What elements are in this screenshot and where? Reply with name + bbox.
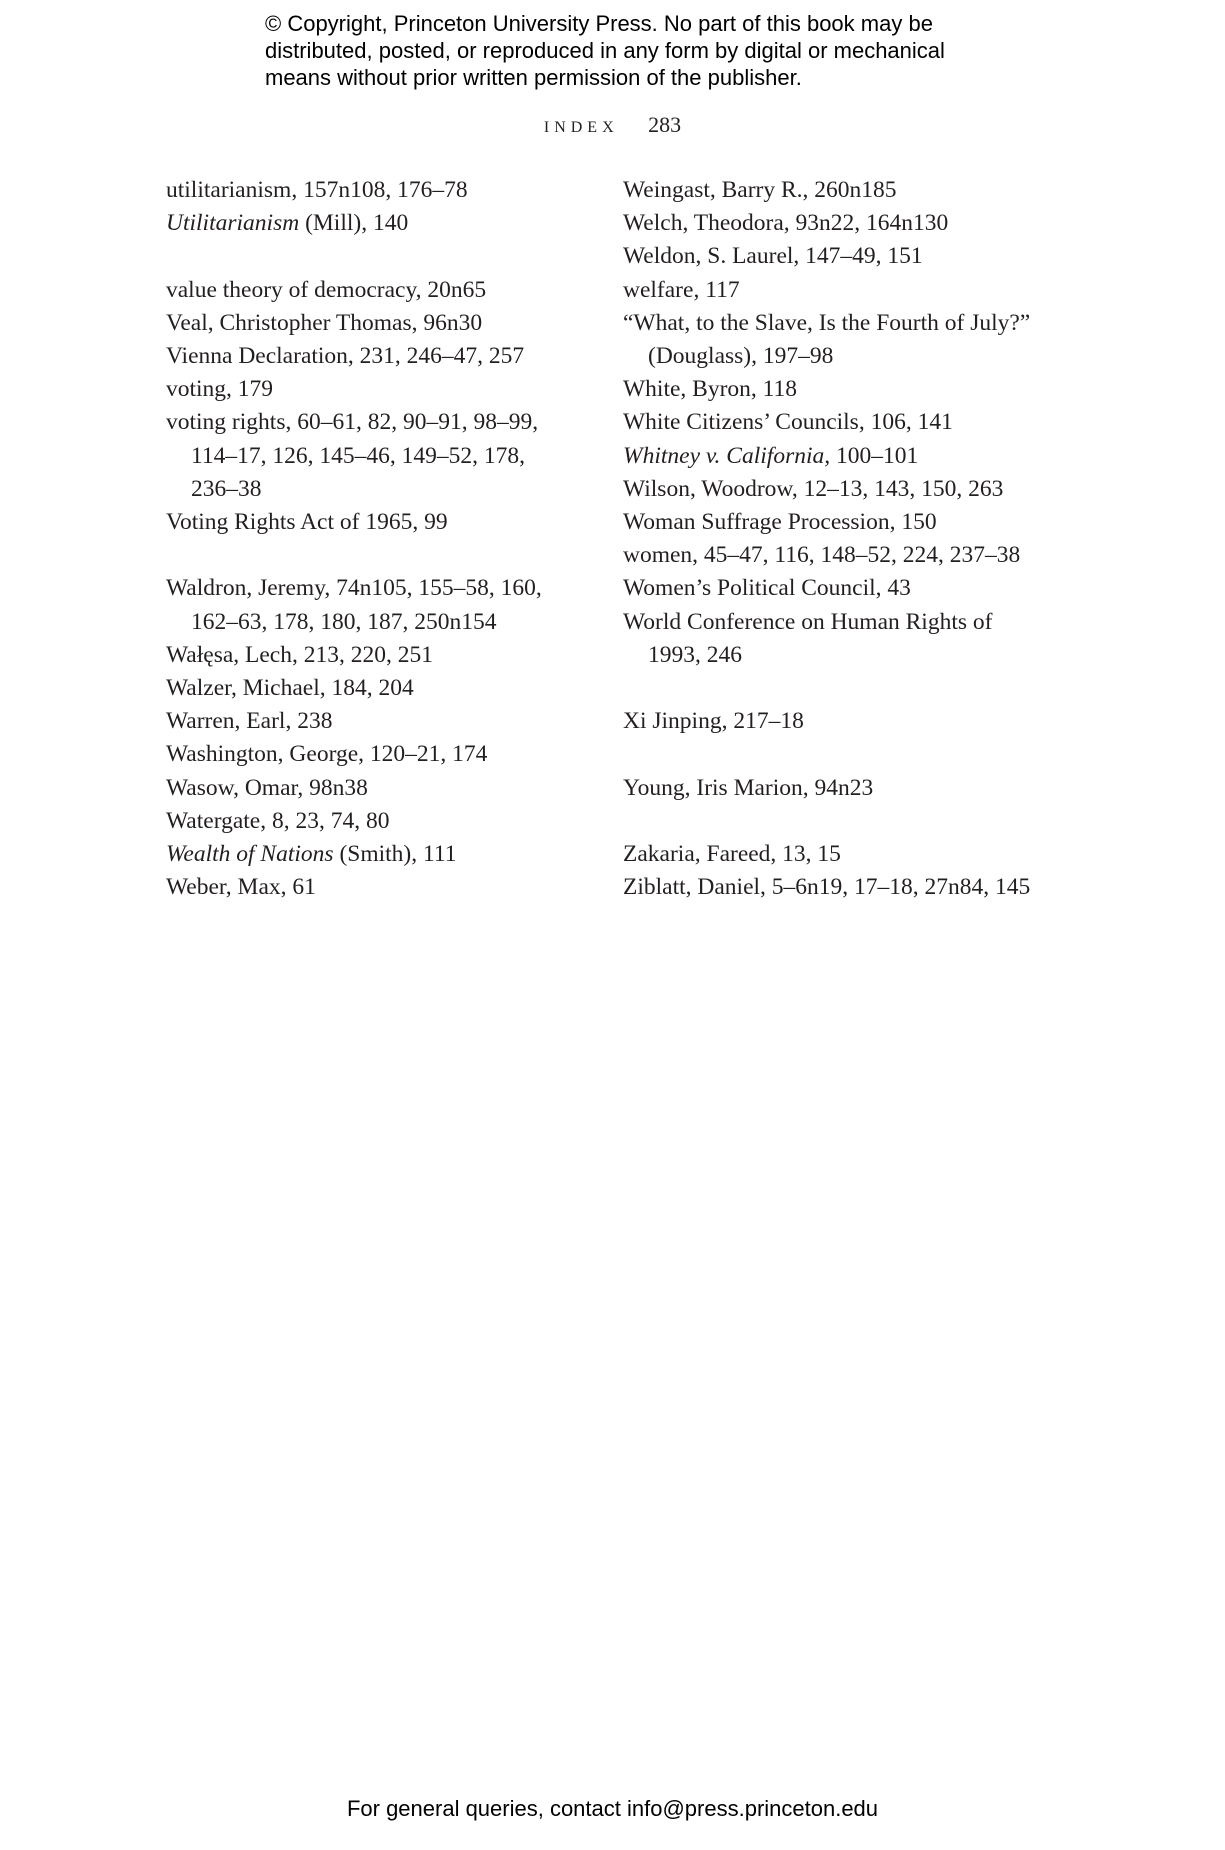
index-entry bbox=[623, 274, 1063, 307]
index-entry-text: Ziblatt, Daniel, 5–6n19, 17–18, 27n84, 145 bbox=[623, 874, 1031, 901]
running-head-label: INDEX bbox=[543, 119, 619, 136]
index-column-left bbox=[166, 174, 586, 904]
index-entry-text: Vienna Declaration, 231, 246–47, 257 bbox=[166, 343, 525, 369]
running-head bbox=[0, 112, 1225, 138]
index-entry-continuation: 162–63, 178, 180, 187, 250n154 bbox=[191, 608, 497, 635]
index-group-z bbox=[623, 838, 1063, 904]
index-entry-text: Wałęsa, Lech, 213, 220, 251 bbox=[166, 641, 433, 668]
index-entry bbox=[623, 307, 1063, 373]
index-entry-text: Voting Rights Act of 1965, 99 bbox=[166, 509, 448, 536]
index-column-right bbox=[623, 174, 1063, 904]
index-entry bbox=[166, 340, 586, 373]
index-entry bbox=[623, 473, 1063, 506]
index-entry bbox=[623, 572, 1063, 605]
footer-contact: For general queries, contact info@press.princeton.edu bbox=[346, 1796, 879, 1821]
index-entry bbox=[623, 539, 1063, 572]
page-number: 283 bbox=[648, 112, 682, 137]
index-entry-title: Wealth of Nations bbox=[166, 841, 334, 868]
index-entry bbox=[166, 207, 586, 240]
index-entry-text: utilitarianism, 157n108, 176–78 bbox=[166, 177, 468, 203]
index-entry bbox=[623, 174, 1063, 207]
index-entry-text: 100–101 bbox=[830, 442, 919, 469]
index-entry bbox=[623, 406, 1063, 439]
index-entry-text: “What, to the Slave, Is the Fourth of July?” bbox=[623, 309, 1031, 336]
index-entry bbox=[166, 406, 586, 506]
copyright-notice bbox=[265, 10, 1025, 91]
group-spacer bbox=[623, 672, 1063, 705]
index-entry-text: Welch, Theodora, 93n22, 164n130 bbox=[623, 210, 949, 237]
index-entry-text: welfare, 117 bbox=[623, 276, 740, 303]
index-entry-text: White Citizens’ Councils, 106, 141 bbox=[623, 409, 953, 436]
index-entry bbox=[623, 506, 1063, 539]
index-entry-text: women, 45–47, 116, 148–52, 224, 237–38 bbox=[623, 542, 1021, 569]
index-entry-continuation: 114–17, 126, 145–46, 149–52, 178, bbox=[191, 442, 526, 469]
index-entry-text: World Conference on Human Rights of bbox=[623, 608, 993, 635]
index-entry bbox=[166, 705, 586, 738]
index-entry bbox=[166, 772, 586, 805]
index-group-v bbox=[166, 274, 586, 540]
index-entry bbox=[166, 174, 586, 207]
index-entry-text: Women’s Political Council, 43 bbox=[623, 575, 911, 602]
index-entry bbox=[166, 506, 586, 539]
index-entry-text: voting, 179 bbox=[166, 376, 274, 403]
index-group-y bbox=[623, 772, 1063, 805]
copyright-line: © Copyright, Princeton University Press. No part of this book may be bbox=[265, 11, 933, 36]
index-group-w bbox=[623, 174, 1063, 672]
index-entry-text: Woman Suffrage Procession, 150 bbox=[623, 509, 937, 536]
index-entry bbox=[166, 572, 586, 638]
index-entry-text: Weldon, S. Laurel, 147–49, 151 bbox=[623, 243, 923, 270]
group-spacer bbox=[623, 738, 1063, 771]
index-entry bbox=[166, 274, 586, 307]
index-entry-text: (Smith), 111 bbox=[333, 841, 457, 868]
index-entry-title: Whitney v. California, bbox=[623, 442, 831, 469]
index-entry-text: Weingast, Barry R., 260n185 bbox=[623, 177, 897, 203]
index-entry bbox=[166, 871, 586, 904]
index-entry bbox=[166, 639, 586, 672]
index-entry bbox=[623, 772, 1063, 805]
index-group-w bbox=[166, 572, 586, 904]
index-entry-text: Wilson, Woodrow, 12–13, 143, 150, 263 bbox=[623, 475, 1004, 502]
index-entry-text: Young, Iris Marion, 94n23 bbox=[623, 774, 874, 801]
index-entry bbox=[166, 805, 586, 838]
index-entry-text: Xi Jinping, 217–18 bbox=[623, 708, 804, 735]
index-entry-title: Utilitarianism bbox=[166, 210, 300, 237]
index-entry bbox=[166, 838, 586, 871]
index-entry bbox=[623, 838, 1063, 871]
index-entry-text: value theory of democracy, 20n65 bbox=[166, 276, 487, 303]
index-entry bbox=[166, 738, 586, 771]
index-entry-text: White, Byron, 118 bbox=[623, 376, 798, 403]
index-entry bbox=[166, 672, 586, 705]
index-entry-text: voting rights, 60–61, 82, 90–91, 98–99, bbox=[166, 409, 539, 436]
index-entry bbox=[623, 871, 1063, 904]
index-entry bbox=[623, 207, 1063, 240]
copyright-line: means without prior written permission of the publisher. bbox=[265, 65, 802, 90]
index-entry-text: Warren, Earl, 238 bbox=[166, 708, 333, 735]
index-entry bbox=[623, 373, 1063, 406]
index-group-x bbox=[623, 705, 1063, 738]
index-group-u bbox=[166, 174, 586, 240]
index-entry bbox=[623, 440, 1063, 473]
index-entry bbox=[623, 705, 1063, 738]
index-entry-continuation: (Douglass), 197–98 bbox=[648, 343, 834, 370]
index-entry bbox=[166, 307, 586, 340]
index-entry-text: Washington, George, 120–21, 174 bbox=[166, 741, 488, 768]
copyright-line: distributed, posted, or reproduced in any form by digital or mechanical bbox=[265, 38, 945, 63]
index-entry-text: Walzer, Michael, 184, 204 bbox=[166, 675, 414, 702]
index-entry bbox=[623, 606, 1063, 672]
group-spacer bbox=[623, 805, 1063, 838]
group-spacer bbox=[166, 539, 586, 572]
index-entry-text: Zakaria, Fareed, 13, 15 bbox=[623, 841, 841, 868]
index-entry-continuation: 236–38 bbox=[191, 475, 262, 502]
index-entry-text: Weber, Max, 61 bbox=[166, 874, 316, 901]
index-entry-text: Watergate, 8, 23, 74, 80 bbox=[166, 807, 390, 834]
group-spacer bbox=[166, 240, 586, 273]
index-entry-text: Veal, Christopher Thomas, 96n30 bbox=[166, 309, 483, 336]
index-entry bbox=[166, 373, 586, 406]
index-entry bbox=[623, 240, 1063, 273]
index-entry-continuation: 1993, 246 bbox=[648, 641, 742, 668]
index-entry-text: Wasow, Omar, 98n38 bbox=[166, 774, 368, 801]
index-entry-text: Waldron, Jeremy, 74n105, 155–58, 160, bbox=[166, 575, 542, 602]
index-entry-text: (Mill), 140 bbox=[299, 210, 409, 237]
